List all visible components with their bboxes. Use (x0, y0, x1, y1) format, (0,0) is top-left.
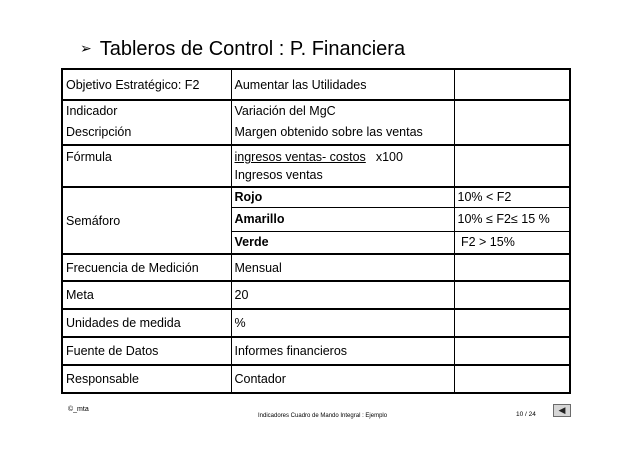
value-indicador: Variación del MgC (231, 100, 454, 120)
label-descripcion: Descripción (62, 120, 231, 145)
formula-denominator: Ingresos ventas (234, 168, 323, 182)
arrow-bullet-icon: ➢ (80, 40, 92, 56)
footer-caption: Indicadores Cuadro de Mando Integral : Ejemplo (258, 413, 388, 419)
extra-unidades (454, 309, 570, 337)
value-descripcion: Margen obtenido sobre las ventas (231, 120, 454, 145)
back-triangle-icon: ◀ (558, 405, 566, 415)
table-row-descripcion (62, 120, 570, 145)
semaforo-range-rojo: 10% < F2 (454, 187, 570, 207)
label-objetivo: Objetivo Estratégico: F2 (62, 69, 231, 100)
label-semaforo: Semáforo (62, 187, 231, 254)
value-unidades: % (231, 309, 454, 337)
page-number: 10 / 24 (516, 411, 536, 418)
value-meta: 20 (231, 281, 454, 309)
table-row-meta (62, 281, 570, 309)
footer-copyright: ©_mta (68, 406, 89, 413)
label-indicador: Indicador (62, 100, 231, 120)
extra-indicador (454, 100, 570, 120)
extra-fuente (454, 337, 570, 365)
label-unidades: Unidades de medida (62, 309, 231, 337)
extra-objetivo (454, 69, 570, 100)
control-board-table (61, 68, 571, 394)
label-responsable: Responsable (62, 365, 231, 393)
label-formula: Fórmula (62, 145, 231, 187)
value-objetivo: Aumentar las Utilidades (231, 69, 454, 100)
page-title (80, 36, 405, 61)
extra-frecuencia (454, 254, 570, 281)
semaforo-color-rojo: Rojo (231, 187, 454, 207)
label-meta: Meta (62, 281, 231, 309)
formula-numerator-line (235, 148, 451, 166)
label-fuente: Fuente de Datos (62, 337, 231, 365)
extra-meta (454, 281, 570, 309)
semaforo-color-amarillo: Amarillo (231, 207, 454, 231)
table-row-semaforo-rojo (62, 187, 570, 207)
table-row-frecuencia (62, 254, 570, 281)
formula-numerator: ingresos ventas- costos (234, 150, 366, 164)
table-row-formula (62, 145, 570, 187)
table-row-indicador (62, 100, 570, 120)
value-fuente: Informes financieros (231, 337, 454, 365)
label-frecuencia: Frecuencia de Medición (62, 254, 231, 281)
semaforo-color-verde: Verde (231, 231, 454, 254)
extra-responsable (454, 365, 570, 393)
extra-formula (454, 145, 570, 187)
page-title-text: Tableros de Control : P. Financiera (99, 38, 406, 60)
value-responsable: Contador (231, 365, 454, 393)
formula-cell (231, 145, 454, 187)
formula-multiplier: x100 (375, 150, 403, 164)
back-button[interactable] (553, 404, 571, 417)
semaforo-range-amarillo: 10% ≤ F2≤ 15 % (454, 207, 570, 231)
value-frecuencia: Mensual (231, 254, 454, 281)
table-row-unidades (62, 309, 570, 337)
semaforo-range-verde: F2 > 15% (454, 231, 570, 254)
extra-descripcion (454, 120, 570, 145)
table-row-responsable (62, 365, 570, 393)
table-row-objetivo (62, 69, 570, 100)
table-row-fuente (62, 337, 570, 365)
